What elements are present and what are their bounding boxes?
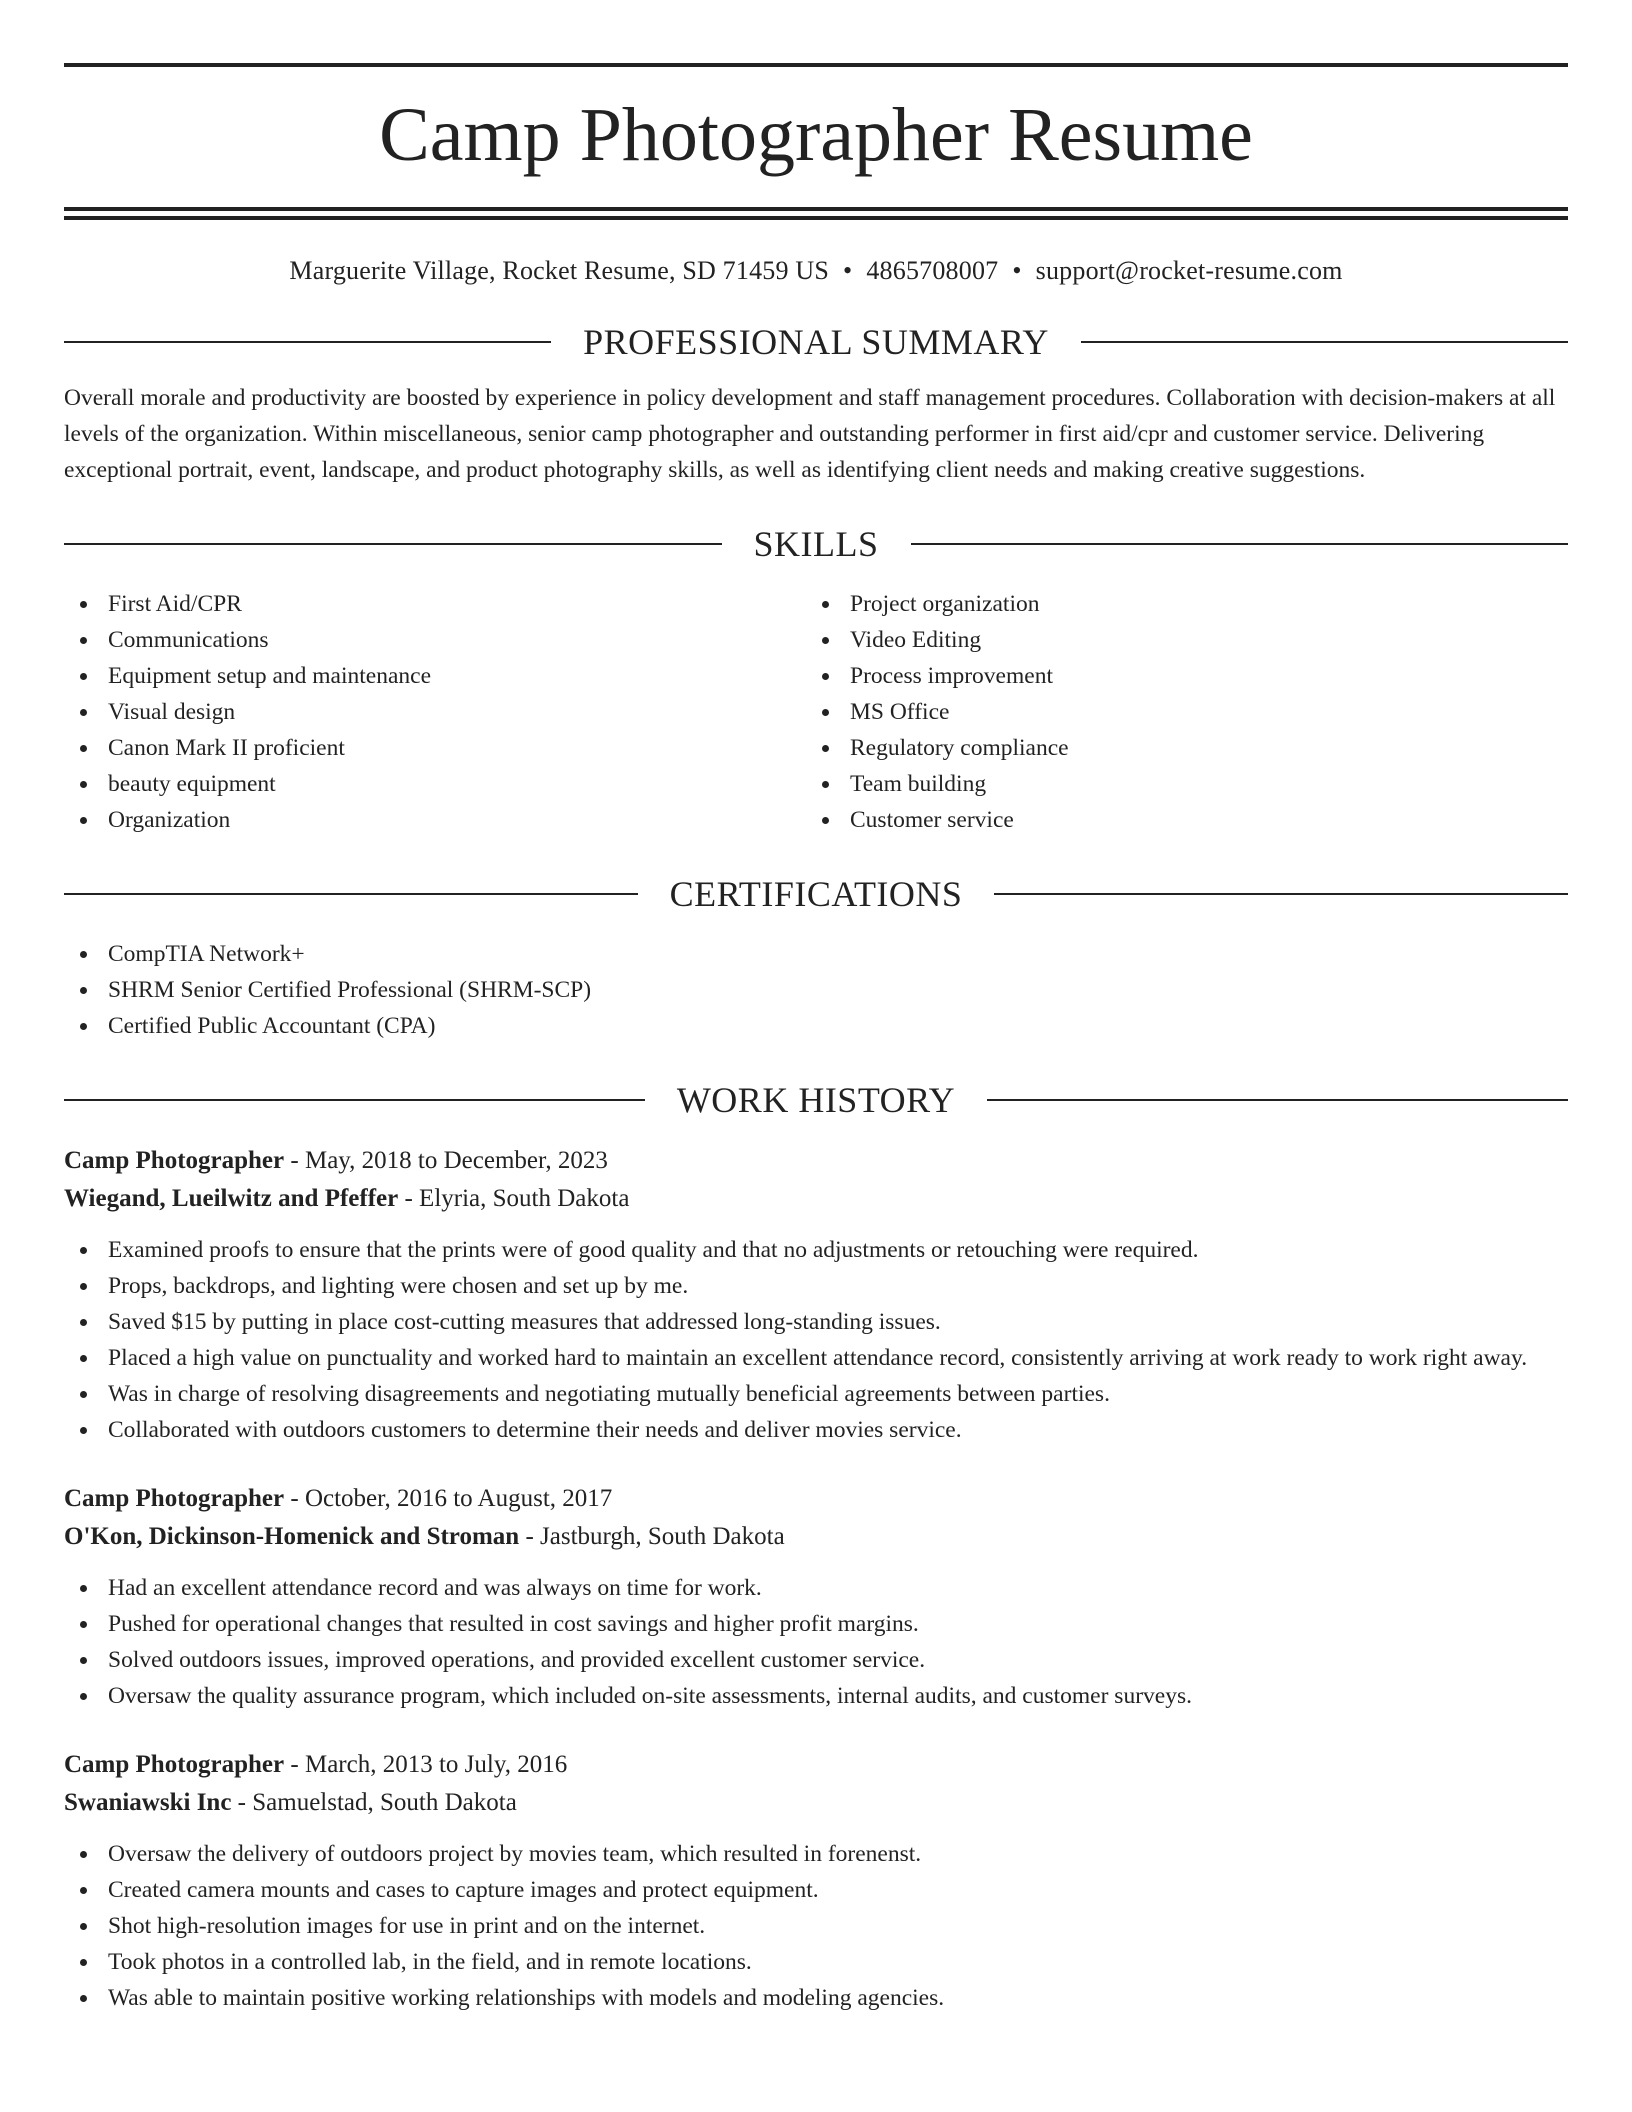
list-item: Created camera mounts and cases to capture images and protect equipment. <box>64 1872 1568 1908</box>
summary-heading <box>64 322 1568 362</box>
list-item: Props, backdrops, and lighting were chosen and set up by me. <box>64 1268 1568 1304</box>
job-company: Wiegand, Lueilwitz and Pfeffer <box>64 1185 399 1212</box>
list-item: Oversaw the delivery of outdoors project by movies team, which resulted in forenenst. <box>64 1836 1568 1872</box>
list-item: MS Office <box>806 694 1548 730</box>
job-location: - Elyria, South Dakota <box>398 1185 630 1212</box>
title-double-rule <box>64 207 1568 220</box>
job-title-line <box>64 1142 1568 1180</box>
job-entry <box>64 1746 1568 2016</box>
list-item: Team building <box>806 766 1548 802</box>
list-item: Was able to maintain positive working relationships with models and modeling agencies. <box>64 1980 1568 2016</box>
contact-line <box>64 256 1568 286</box>
list-item: Shot high-resolution images for use in print and on the internet. <box>64 1908 1568 1944</box>
list-item: Canon Mark II proficient <box>64 730 806 766</box>
resume-page <box>64 0 1568 2016</box>
list-item: Solved outdoors issues, improved operations, and provided excellent customer service. <box>64 1642 1568 1678</box>
job-dates: - March, 2013 to July, 2016 <box>284 1751 568 1778</box>
skills-list <box>64 586 1568 838</box>
skills-heading-label: SKILLS <box>753 524 879 564</box>
skills-column-right <box>806 586 1548 838</box>
job-bullets <box>64 1836 1568 2016</box>
job-company: Swaniawski Inc <box>64 1789 232 1816</box>
list-item: Communications <box>64 622 806 658</box>
job-location: - Jastburgh, South Dakota <box>519 1523 785 1550</box>
contact-separator: • <box>843 256 853 285</box>
job-entry <box>64 1480 1568 1714</box>
certifications-list <box>64 936 1568 1044</box>
list-item: Project organization <box>806 586 1548 622</box>
job-title-line <box>64 1746 1568 1784</box>
list-item: beauty equipment <box>64 766 806 802</box>
job-bullets <box>64 1232 1568 1448</box>
list-item: Equipment setup and maintenance <box>64 658 806 694</box>
list-item: Took photos in a controlled lab, in the field, and in remote locations. <box>64 1944 1568 1980</box>
skills-heading <box>64 524 1568 564</box>
list-item: CompTIA Network+ <box>64 936 1568 972</box>
work-history-heading <box>64 1080 1568 1120</box>
top-rule <box>64 63 1568 67</box>
job-title: Camp Photographer <box>64 1751 285 1778</box>
skills-column-left <box>64 586 806 838</box>
job-bullets <box>64 1570 1568 1714</box>
contact-email: support@rocket-resume.com <box>1035 256 1343 285</box>
list-item: First Aid/CPR <box>64 586 806 622</box>
job-company-line <box>64 1784 1568 1822</box>
certifications-heading-label: CERTIFICATIONS <box>669 874 963 914</box>
job-company: O'Kon, Dickinson-Homenick and Stroman <box>64 1523 520 1550</box>
list-item: Certified Public Accountant (CPA) <box>64 1008 1568 1044</box>
job-location: - Samuelstad, South Dakota <box>231 1789 517 1816</box>
contact-address: Marguerite Village, Rocket Resume, SD 71459 US <box>289 256 830 285</box>
job-title: Camp Photographer <box>64 1147 285 1174</box>
list-item: Customer service <box>806 802 1548 838</box>
list-item: Visual design <box>64 694 806 730</box>
page-title: Camp Photographer Resume <box>379 93 1253 177</box>
job-dates: - May, 2018 to December, 2023 <box>284 1147 608 1174</box>
list-item: Oversaw the quality assurance program, which included on-site assessments, internal audits, and customer surveys. <box>64 1678 1568 1714</box>
list-item: Organization <box>64 802 806 838</box>
list-item: Examined proofs to ensure that the prints were of good quality and that no adjustments or retouching were required. <box>64 1232 1568 1268</box>
list-item: SHRM Senior Certified Professional (SHRM-SCP) <box>64 972 1568 1008</box>
list-item: Had an excellent attendance record and was always on time for work. <box>64 1570 1568 1606</box>
summary-text: Overall morale and productivity are boosted by experience in policy development and staff management procedures. Collaboration with decision-makers at all levels of the organization. Within miscellaneous, senior camp photographer and outstanding performer in first aid/cpr and customer service. Delivering exceptional portrait, event, landscape, and product photography skills, as well as identifying client needs and making creative suggestions. <box>64 385 1556 483</box>
job-company-line <box>64 1180 1568 1218</box>
list-item: Regulatory compliance <box>806 730 1548 766</box>
list-item: Saved $15 by putting in place cost-cutting measures that addressed long-standing issues. <box>64 1304 1568 1340</box>
summary-heading-label: PROFESSIONAL SUMMARY <box>583 322 1049 362</box>
contact-phone: 4865708007 <box>866 256 999 285</box>
list-item: Video Editing <box>806 622 1548 658</box>
job-dates: - October, 2016 to August, 2017 <box>284 1485 613 1512</box>
list-item: Was in charge of resolving disagreements and negotiating mutually beneficial agreements between parties. <box>64 1376 1568 1412</box>
list-item: Collaborated with outdoors customers to determine their needs and deliver movies service. <box>64 1412 1568 1448</box>
list-item: Placed a high value on punctuality and worked hard to maintain an excellent attendance record, consistently arriving at work ready to work right away. <box>64 1340 1568 1376</box>
job-title-line <box>64 1480 1568 1518</box>
list-item: Pushed for operational changes that resulted in cost savings and higher profit margins. <box>64 1606 1568 1642</box>
job-title: Camp Photographer <box>64 1485 285 1512</box>
certifications-heading <box>64 874 1568 914</box>
job-entry <box>64 1142 1568 1448</box>
list-item: Process improvement <box>806 658 1548 694</box>
job-company-line <box>64 1518 1568 1556</box>
contact-separator: • <box>1012 256 1022 285</box>
work-history-heading-label: WORK HISTORY <box>676 1080 956 1120</box>
